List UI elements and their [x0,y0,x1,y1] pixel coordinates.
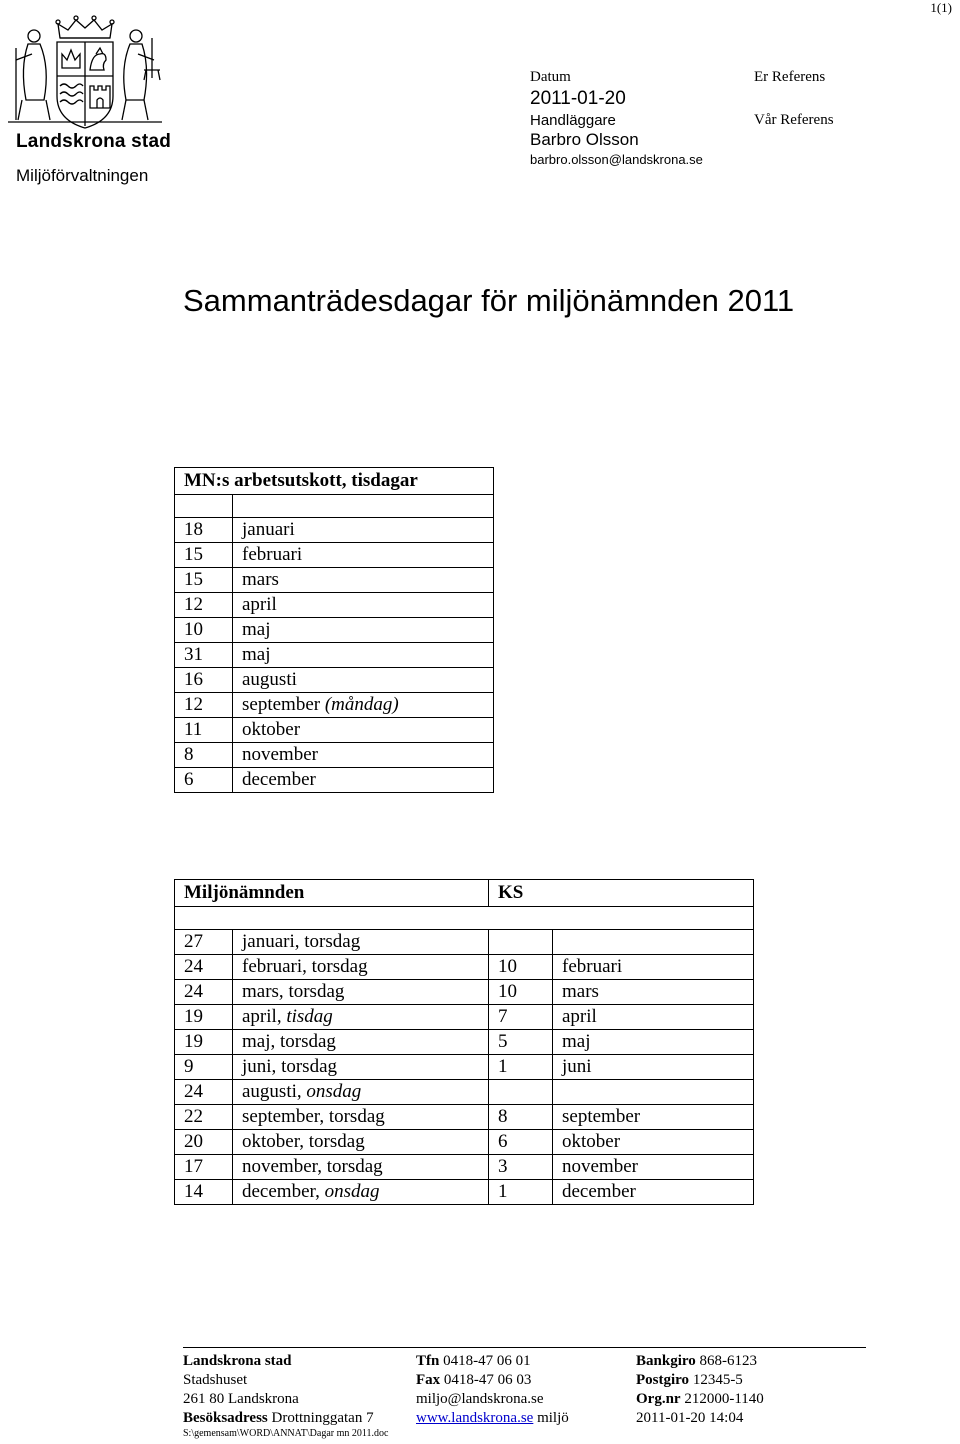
footer-file-path: S:\gemensam\WORD\ANNAT\Dagar mn 2011.doc [183,1428,389,1439]
table-row [175,1055,754,1080]
au-day: 8 [175,743,233,768]
au-month-cell [233,568,494,593]
mn-month: maj, [242,1031,280,1052]
mn-month: december, [242,1181,325,1202]
handler-label: Handläggare [530,112,616,129]
mn-month: mars, [242,981,289,1002]
handler-name: Barbro Olsson [530,130,639,149]
footer-email: miljo@landskrona.se [416,1391,544,1407]
handler-email: barbro.olsson@landskrona.se [530,152,703,167]
au-meeting-table [174,467,494,793]
footer-postal: 261 80 Landskrona [183,1391,299,1407]
coat-of-arms-logo [2,8,168,130]
table-row [175,1180,754,1205]
mn-day: 24 [175,1080,233,1105]
mn-date-cell [233,930,489,955]
footer-phone: 0418-47 06 01 [439,1353,531,1369]
au-month-cell [233,618,494,643]
table-row [175,718,494,743]
mn-date-cell [233,1130,489,1155]
au-month-cell [233,543,494,568]
footer-timestamp: 2011-01-20 14:04 [636,1410,744,1426]
au-day: 15 [175,543,233,568]
ks-day: 7 [489,1005,553,1030]
au-month: oktober [242,719,301,740]
footer-building: Stadshuset [183,1372,248,1388]
mn-weekday: torsdag [280,1031,336,1052]
au-month-cell [233,743,494,768]
their-reference-label: Er Referens [754,69,826,85]
table-row [175,1130,754,1155]
mn-weekday: torsdag [281,1056,337,1077]
mn-weekday: torsdag [326,1156,383,1177]
footer-divider [183,1347,866,1348]
ks-month: oktober [553,1130,754,1155]
ks-month: maj [553,1030,754,1055]
footer-contact [416,1352,569,1428]
mn-date-cell [233,1080,489,1105]
au-day: 10 [175,618,233,643]
au-day: 12 [175,593,233,618]
footer-fax-label: Fax [416,1372,441,1388]
mn-month: september, [242,1106,329,1127]
ks-month: april [553,1005,754,1030]
ks-month [553,1080,754,1105]
mn-weekday: torsdag [311,956,368,977]
date-label: Datum [530,69,571,85]
mn-day: 24 [175,980,233,1005]
mn-month: augusti, [242,1081,307,1102]
ks-day: 5 [489,1030,553,1055]
mn-table-header: Miljönämnden [175,880,489,907]
table-row [175,743,494,768]
footer-fax: 0418-47 06 03 [440,1372,532,1388]
au-day: 18 [175,518,233,543]
mn-date-cell [233,1005,489,1030]
mn-date-cell [233,955,489,980]
mn-day: 19 [175,1030,233,1055]
mn-date-cell [233,1180,489,1205]
au-month: maj [242,619,271,640]
mn-day: 19 [175,1005,233,1030]
document-title: Sammanträdesdagar för miljönämnden 2011 [183,283,795,318]
table-row [175,518,494,543]
table-row [175,1080,754,1105]
mn-month: april, [242,1006,287,1027]
ks-day: 1 [489,1055,553,1080]
au-month: april [242,594,277,615]
date-value: 2011-01-20 [530,88,626,109]
au-day: 16 [175,668,233,693]
ks-month: september [553,1105,754,1130]
table-row [175,668,494,693]
footer-visit-label: Besöksadress [183,1410,268,1426]
mn-meeting-table [174,879,754,1205]
ks-day: 10 [489,980,553,1005]
au-month: maj [242,644,271,665]
au-month-cell [233,643,494,668]
footer-website-link[interactable]: www.landskrona.se [416,1410,534,1426]
table-row [175,693,494,718]
au-day: 11 [175,718,233,743]
au-month: september [242,694,321,715]
ks-month: december [553,1180,754,1205]
footer-bankgiro: 868-6123 [695,1353,757,1369]
ks-month: juni [553,1055,754,1080]
au-blank-cell [175,495,233,518]
ks-day: 8 [489,1105,553,1130]
footer-website-suffix: miljö [533,1410,569,1426]
table-row [175,1105,754,1130]
au-month: augusti [242,669,297,690]
mn-date-cell [233,1105,489,1130]
ks-day: 3 [489,1155,553,1180]
au-month-cell [233,668,494,693]
footer-finance [636,1352,764,1428]
au-day: 15 [175,568,233,593]
page-number: 1(1) [930,0,952,15]
mn-weekday: torsdag [328,1106,385,1127]
mn-date-cell [233,1055,489,1080]
au-month-cell [233,768,494,793]
table-row [175,593,494,618]
au-month: mars [242,569,279,590]
au-month: november [242,744,318,765]
mn-weekday: torsdag [308,1131,365,1152]
mn-weekday: torsdag [288,981,345,1002]
footer-orgnr-label: Org.nr [636,1391,681,1407]
au-month-cell [233,693,494,718]
mn-day: 27 [175,930,233,955]
footer-address [183,1352,374,1428]
au-day: 12 [175,693,233,718]
au-day: 31 [175,643,233,668]
ks-day [489,930,553,955]
table-row [175,1005,754,1030]
ks-day: 1 [489,1180,553,1205]
mn-date-cell [233,980,489,1005]
footer-visit-address: Drottninggatan 7 [267,1410,374,1426]
org-brand: Landskrona stad [16,131,172,152]
department-name: Miljöförvaltningen [16,166,149,185]
footer-orgnr: 212000-1140 [680,1391,764,1407]
mn-month: oktober, [242,1131,309,1152]
mn-weekday: onsdag [306,1081,362,1102]
mn-day: 17 [175,1155,233,1180]
au-month: december [242,769,316,790]
table-row [175,955,754,980]
ks-day: 10 [489,955,553,980]
mn-month: januari, [242,931,305,952]
ks-table-header: KS [489,880,754,907]
au-blank-cell [233,495,494,518]
ks-month [553,930,754,955]
mn-weekday: torsdag [304,931,361,952]
au-table-header: MN:s arbetsutskott, tisdagar [175,468,494,495]
table-row [175,980,754,1005]
ks-day [489,1080,553,1105]
footer-postgiro: 12345-5 [689,1372,743,1388]
mn-day: 24 [175,955,233,980]
mn-date-cell [233,1030,489,1055]
mn-month: juni, [242,1056,282,1077]
au-month: februari [242,544,303,565]
au-month-cell [233,593,494,618]
mn-month: februari, [242,956,312,977]
footer-postgiro-label: Postgiro [636,1372,690,1388]
table-row [175,618,494,643]
footer-phone-label: Tfn [416,1353,440,1369]
ks-month: februari [553,955,754,980]
footer-bankgiro-label: Bankgiro [636,1353,696,1369]
table-row [175,543,494,568]
au-month-cell [233,718,494,743]
table-row [175,930,754,955]
au-note: (måndag) [324,694,399,715]
table-row [175,768,494,793]
ks-month: november [553,1155,754,1180]
mn-weekday: tisdag [286,1006,333,1027]
ks-day: 6 [489,1130,553,1155]
mn-day: 14 [175,1180,233,1205]
mn-day: 9 [175,1055,233,1080]
table-row [175,643,494,668]
mn-day: 22 [175,1105,233,1130]
table-row [175,568,494,593]
mn-month: november, [242,1156,327,1177]
mn-day: 20 [175,1130,233,1155]
au-month-cell [233,518,494,543]
table-row [175,1155,754,1180]
footer-org-name: Landskrona stad [183,1353,292,1369]
mn-blank-row [175,907,754,930]
table-row [175,1030,754,1055]
mn-date-cell [233,1155,489,1180]
mn-weekday: onsdag [324,1181,380,1202]
au-month: januari [242,519,295,540]
au-day: 6 [175,768,233,793]
our-reference-label: Vår Referens [754,112,834,128]
ks-month: mars [553,980,754,1005]
